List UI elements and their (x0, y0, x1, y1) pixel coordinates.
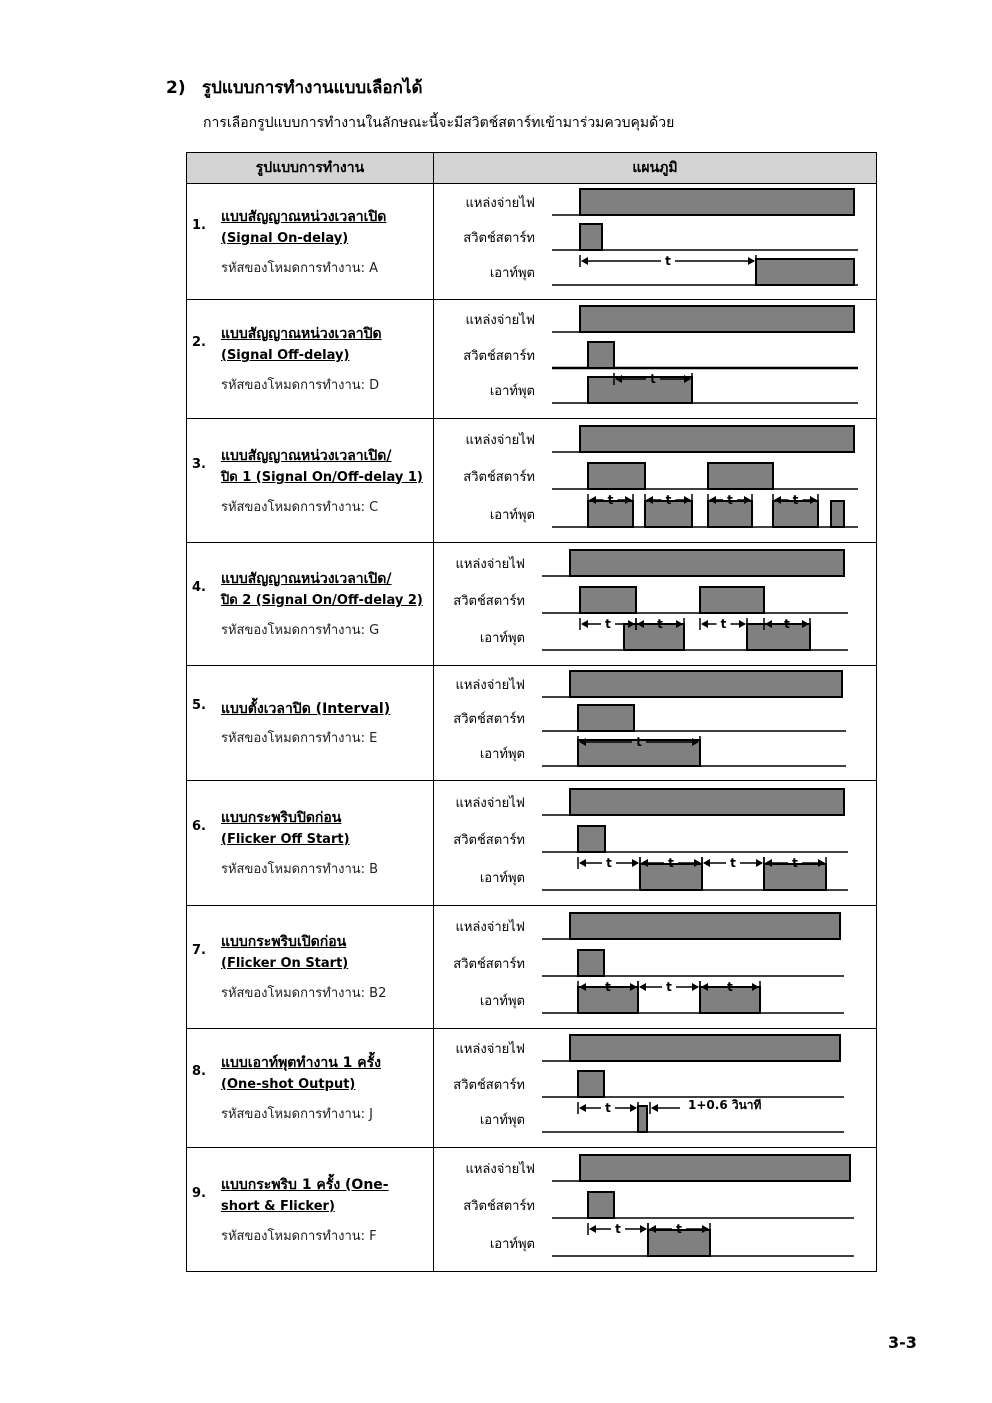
mode-number: 6. (192, 819, 206, 834)
signal-label-power: แหล่งจ่ายไฟ (455, 556, 525, 572)
time-label: t (606, 855, 612, 870)
time-label: t (607, 492, 614, 507)
signal-label-output: เอาท์พุต (489, 507, 535, 523)
mode-code: รหัสของโหมดการทำงาน: E (221, 731, 378, 746)
power-pulse (580, 426, 854, 452)
signal-label-start: สวิตช์สตาร์ท (453, 711, 525, 727)
mode-number: 8. (192, 1064, 206, 1079)
modes-table (186, 152, 877, 1272)
mode-name-en: short & Flicker) (221, 1198, 335, 1214)
power-pulse (580, 189, 854, 215)
mode-name-en: (Signal Off-delay) (221, 348, 350, 363)
mode-row (187, 184, 877, 300)
mode-description-cell (187, 906, 434, 1029)
mode-name-th: แบบสัญญาณหน่วงเวลาเปิด/ (221, 571, 392, 587)
time-arrow (580, 254, 756, 268)
mode-code: รหัสของโหมดการทำงาน: D (221, 378, 380, 393)
signal-label-start: สวิตช์สตาร์ท (453, 832, 525, 848)
timing-diagram (434, 185, 877, 299)
signal-label-output: เอาท์พุต (479, 1112, 525, 1128)
signal-label-start: สวิตช์สตาร์ท (463, 469, 535, 485)
power-pulse (570, 550, 844, 576)
time-label: t (792, 855, 798, 870)
power-pulse (570, 1035, 840, 1061)
timing-chart-cell (434, 906, 877, 1029)
time-label: t (727, 979, 733, 994)
timing-diagram (434, 667, 877, 780)
output-pulse (747, 624, 810, 650)
mode-description (187, 1052, 433, 1124)
time-arrow (578, 1101, 638, 1115)
mode-description (187, 445, 433, 517)
signal-label-power: แหล่งจ่ายไฟ (455, 795, 525, 811)
timing-diagram (434, 301, 877, 418)
timing-diagram (434, 544, 877, 665)
signal-label-output: เอาท์พุต (489, 1236, 535, 1252)
signal-label-start: สวิตช์สตาร์ท (453, 956, 525, 972)
timing-chart-cell (434, 300, 877, 419)
output-pulse (756, 259, 854, 285)
time-arrow (578, 856, 640, 870)
power-pulse (570, 913, 840, 939)
mode-description-cell (187, 1029, 434, 1148)
signal-label-start: สวิตช์สตาร์ท (463, 230, 535, 246)
power-pulse (580, 1155, 850, 1181)
section-number: 2) (166, 78, 186, 98)
signal-label-output: เอาท์พุต (479, 746, 525, 762)
time-label: t (784, 616, 790, 631)
signal-label-power: แหล่งจ่ายไฟ (455, 677, 525, 693)
signal-label-start: สวิตช์สตาร์ท (453, 593, 525, 609)
mode-code: รหัสของโหมดการทำงาน: C (221, 499, 379, 515)
mode-row (187, 300, 877, 419)
mode-description (187, 206, 433, 278)
timing-chart-cell (434, 543, 877, 666)
signal-label-output: เอาท์พุต (479, 870, 525, 886)
oneshot-arrow (650, 1098, 762, 1114)
start-pulse (578, 826, 605, 852)
mode-description (187, 1174, 433, 1246)
signal-label-power: แหล่งจ่ายไฟ (465, 1161, 535, 1177)
signal-label-power: แหล่งจ่ายไฟ (455, 1041, 525, 1057)
col-header-chart: แผนภูมิ (434, 153, 877, 184)
output-pulse (638, 1106, 647, 1132)
power-pulse (570, 789, 844, 815)
mode-code: รหัสของโหมดการทำงาน: J (221, 1107, 373, 1122)
signal-label-power: แหล่งจ่ายไฟ (465, 195, 535, 211)
start-pulse (580, 224, 602, 250)
mode-code: รหัสของโหมดการทำงาน: B2 (221, 986, 387, 1001)
mode-row (187, 666, 877, 781)
mode-name-th: แบบกระพริบเปิดก่อน (221, 934, 347, 950)
start-pulse (588, 342, 614, 368)
time-label: t (676, 1221, 682, 1236)
mode-row (187, 1148, 877, 1272)
signal-label-output: เอาท์พุต (479, 993, 525, 1009)
time-label: t (666, 979, 672, 994)
signal-label-output: เอาท์พุต (479, 630, 525, 646)
time-label: t (605, 616, 611, 631)
signal-label-start: สวิตช์สตาร์ท (463, 348, 535, 364)
mode-name-en: ปิด 2 (Signal On/Off-delay 2) (221, 593, 423, 608)
time-arrow (588, 1222, 648, 1236)
mode-name-th: แบบตั้งเวลาปิด (Interval) (221, 701, 391, 717)
mode-description-cell (187, 1148, 434, 1272)
oneshot-duration-label: 1+0.6 วินาที (688, 1097, 762, 1112)
signal-label-power: แหล่งจ่ายไฟ (465, 312, 535, 328)
time-label: t (657, 616, 663, 631)
time-label: t (605, 1100, 611, 1115)
timing-chart-cell (434, 1148, 877, 1272)
power-pulse (580, 306, 854, 332)
mode-number: 3. (192, 456, 206, 472)
start-pulse (588, 463, 645, 489)
mode-name-th: แบบกระพริบปิดก่อน (221, 810, 342, 826)
mode-code: รหัสของโหมดการทำงาน: G (221, 623, 380, 638)
mode-description (187, 807, 433, 879)
mode-name-th: แบบสัญญาณหน่วงเวลาเปิด/ (221, 447, 392, 464)
output-pulse (624, 624, 684, 650)
mode-name-en: ปิด 1 (Signal On/Off-delay 1) (221, 469, 423, 485)
time-label: t (615, 1221, 621, 1236)
mode-description (187, 568, 433, 640)
mode-description (187, 698, 433, 748)
time-arrow (700, 617, 747, 631)
timing-chart-cell (434, 184, 877, 300)
mode-code: รหัสของโหมดการทำงาน: A (221, 260, 379, 276)
signal-label-output: เอาท์พุต (489, 265, 535, 281)
time-label: t (650, 371, 656, 386)
mode-description-cell (187, 781, 434, 906)
timing-diagram (434, 1030, 877, 1147)
mode-name-en: (Flicker On Start) (221, 956, 349, 971)
time-label: t (727, 492, 733, 507)
mode-row (187, 419, 877, 543)
time-arrow (702, 856, 764, 870)
start-pulse (578, 950, 604, 976)
mode-code: รหัสของโหมดการทำงาน: F (221, 1228, 377, 1244)
mode-number: 1. (192, 217, 206, 233)
time-arrow (638, 980, 700, 994)
timing-chart-cell (434, 1029, 877, 1148)
time-label: t (720, 616, 727, 631)
mode-number: 2. (192, 335, 206, 350)
mode-row (187, 781, 877, 906)
mode-row (187, 543, 877, 666)
mode-name-en: (Signal On-delay) (221, 230, 349, 246)
start-pulse (580, 587, 636, 613)
mode-name-th: แบบสัญญาณหน่วงเวลาปิด (221, 326, 382, 342)
mode-description-cell (187, 419, 434, 543)
mode-description (187, 931, 433, 1003)
table-header-row (187, 153, 877, 184)
output-pulse (588, 377, 692, 403)
col-header-mode: รูปแบบการทำงาน (187, 153, 434, 184)
time-label: t (665, 492, 672, 507)
mode-code: รหัสของโหมดการทำงาน: B (221, 862, 379, 877)
time-label: t (668, 855, 674, 870)
mode-name-en: (Flicker Off Start) (221, 832, 350, 847)
page-number: 3-3 (888, 1333, 917, 1352)
signal-label-start: สวิตช์สตาร์ท (453, 1077, 525, 1093)
mode-description-cell (187, 184, 434, 300)
mode-description (187, 323, 433, 395)
mode-description-cell (187, 666, 434, 781)
mode-number: 5. (192, 698, 206, 713)
mode-name-th: แบบสัญญาณหน่วงเวลาเปิด (221, 208, 387, 225)
mode-description-cell (187, 300, 434, 419)
timing-chart-cell (434, 666, 877, 781)
intro-text: การเลือกรูปแบบการทำงานในลักษณะนี้จะมีสวิตช์สตาร์ทเข้ามาร่วมควบคุมด้วย (203, 115, 675, 131)
timing-diagram (434, 1149, 877, 1271)
timing-chart-cell (434, 781, 877, 906)
start-pulse (578, 1071, 604, 1097)
signal-label-output: เอาท์พุต (489, 383, 535, 399)
start-pulse (708, 463, 773, 489)
time-label: t (792, 492, 799, 507)
mode-name-th: แบบกระพริบ 1 ครั้ง (One- (221, 1176, 389, 1193)
start-pulse (588, 1192, 614, 1218)
mode-number: 4. (192, 580, 206, 595)
signal-label-power: แหล่งจ่ายไฟ (455, 919, 525, 935)
mode-name-th: แบบเอาท์พุตทำงาน 1 ครั้ง (221, 1055, 381, 1071)
timing-diagram (434, 907, 877, 1028)
mode-number: 9. (192, 1185, 206, 1201)
start-pulse (578, 705, 634, 731)
mode-description-cell (187, 543, 434, 666)
time-label: t (665, 253, 671, 268)
output-pulse (831, 501, 844, 527)
section-heading (166, 74, 423, 101)
power-pulse (570, 671, 842, 697)
mode-number: 7. (192, 943, 206, 958)
timing-diagram (434, 420, 877, 542)
mode-name-en: (One-shot Output) (221, 1077, 356, 1092)
section-title: รูปแบบการทำงานแบบเลือกได้ (202, 78, 423, 98)
time-label: t (636, 734, 642, 749)
signal-label-power: แหล่งจ่ายไฟ (465, 432, 535, 448)
timing-diagram (434, 782, 877, 905)
start-pulse (700, 587, 764, 613)
mode-row (187, 906, 877, 1029)
timing-chart-cell (434, 419, 877, 543)
signal-label-start: สวิตช์สตาร์ท (463, 1198, 535, 1214)
time-label: t (605, 979, 611, 994)
mode-row (187, 1029, 877, 1148)
time-label: t (730, 855, 736, 870)
